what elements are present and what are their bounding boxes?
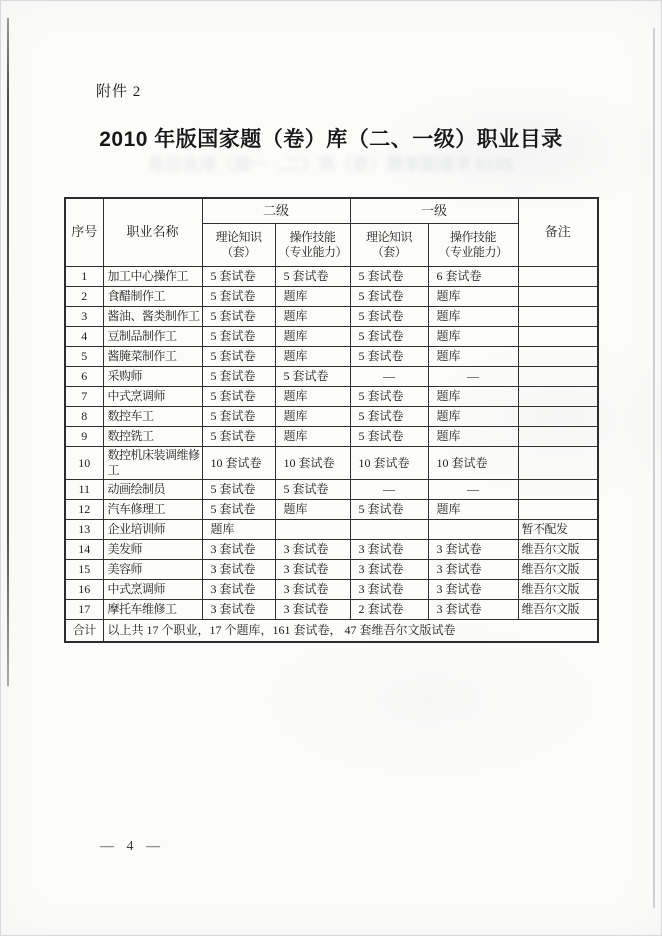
header-seq: 序号 <box>65 198 103 267</box>
cell-l2-theory: 5 套试卷 <box>202 387 275 407</box>
scan-edge-line <box>7 18 9 686</box>
table-row <box>65 327 598 347</box>
cell-l1-theory: 5 套试卷 <box>350 407 428 427</box>
cell-l1-skill: 题库 <box>428 347 518 367</box>
cell-remark <box>518 327 598 347</box>
table-row <box>65 407 598 427</box>
cell-l1-skill: 题库 <box>428 500 518 520</box>
cell-l2-theory: 3 套试卷 <box>202 560 275 580</box>
cell-remark <box>518 387 598 407</box>
cell-l1-theory <box>350 520 428 540</box>
cell-l1-theory: 5 套试卷 <box>350 500 428 520</box>
table-row <box>65 447 598 480</box>
header-remark: 备注 <box>518 198 598 267</box>
occupation-catalog-table <box>64 197 599 643</box>
header-l1-skill-line2: （专业能力） <box>438 245 508 259</box>
cell-l1-skill: 题库 <box>428 387 518 407</box>
cell-l1-theory: 5 套试卷 <box>350 287 428 307</box>
table-row <box>65 520 598 540</box>
page-edge-line <box>653 28 655 908</box>
cell-l2-theory: 3 套试卷 <box>202 540 275 560</box>
cell-seq: 15 <box>65 560 103 580</box>
cell-l1-skill: 6 套试卷 <box>428 267 518 287</box>
header-l2-theory <box>202 224 275 267</box>
cell-l2-skill: 题库 <box>275 327 350 347</box>
cell-l2-theory: 题库 <box>202 520 275 540</box>
cell-seq: 3 <box>65 307 103 327</box>
cell-l1-skill: 3 套试卷 <box>428 540 518 560</box>
cell-seq: 16 <box>65 580 103 600</box>
cell-l2-skill: 题库 <box>275 500 350 520</box>
attachment-label: 附件 2 <box>96 84 142 100</box>
cell-l1-theory: 5 套试卷 <box>350 427 428 447</box>
cell-l2-skill: 5 套试卷 <box>275 267 350 287</box>
cell-seq: 12 <box>65 500 103 520</box>
cell-l1-theory: — <box>350 367 428 387</box>
cell-l2-skill: 题库 <box>275 287 350 307</box>
cell-occupation: 汽车修理工 <box>103 500 202 520</box>
cell-l2-skill: 3 套试卷 <box>275 600 350 620</box>
header-l1-theory-line1: 理论知识 <box>366 230 413 244</box>
table-row <box>65 600 598 620</box>
cell-l1-skill: 3 套试卷 <box>428 580 518 600</box>
cell-remark: 维吾尔文版 <box>518 580 598 600</box>
cell-seq: 8 <box>65 407 103 427</box>
cell-l2-skill: 10 套试卷 <box>275 447 350 480</box>
cell-l2-theory: 5 套试卷 <box>202 267 275 287</box>
total-text: 以上共 17 个职业，17 个题库，161 套试卷， 47 套维吾尔文版试卷 <box>103 620 598 642</box>
cell-l1-theory: 5 套试卷 <box>350 307 428 327</box>
cell-l2-skill: 5 套试卷 <box>275 367 350 387</box>
header-level1-group: 一级 <box>350 198 518 224</box>
cell-l1-skill: 题库 <box>428 327 518 347</box>
cell-occupation: 美容师 <box>103 560 202 580</box>
cell-remark <box>518 407 598 427</box>
cell-l1-skill: 10 套试卷 <box>428 447 518 480</box>
cell-l2-theory: 5 套试卷 <box>202 327 275 347</box>
table-row <box>65 560 598 580</box>
cell-l2-theory: 5 套试卷 <box>202 480 275 500</box>
cell-remark: 维吾尔文版 <box>518 560 598 580</box>
table-header-group-row <box>65 198 598 224</box>
cell-occupation: 酱油、酱类制作工 <box>103 307 202 327</box>
total-label: 合计 <box>65 620 103 642</box>
cell-remark <box>518 287 598 307</box>
cell-seq: 9 <box>65 427 103 447</box>
cell-l2-theory: 3 套试卷 <box>202 600 275 620</box>
header-l2-skill-line1: 操作技能 <box>289 230 336 244</box>
cell-remark: 暂不配发 <box>518 520 598 540</box>
table-row <box>65 427 598 447</box>
header-l1-theory <box>350 224 428 267</box>
cell-l2-skill: 题库 <box>275 387 350 407</box>
cell-l2-theory: 5 套试卷 <box>202 367 275 387</box>
cell-remark <box>518 307 598 327</box>
header-l2-theory-line2: （套） <box>221 245 256 259</box>
header-l1-skill-line1: 操作技能 <box>450 230 497 244</box>
table-row <box>65 480 598 500</box>
cell-occupation: 中式烹调师 <box>103 580 202 600</box>
cell-seq: 17 <box>65 600 103 620</box>
cell-occupation: 加工中心操作工 <box>103 267 202 287</box>
cell-l2-theory: 5 套试卷 <box>202 500 275 520</box>
cell-seq: 13 <box>65 520 103 540</box>
cell-l2-skill <box>275 520 350 540</box>
cell-l2-skill: 3 套试卷 <box>275 540 350 560</box>
cell-occupation: 数控车工 <box>103 407 202 427</box>
cell-seq: 10 <box>65 447 103 480</box>
cell-occupation: 食醋制作工 <box>103 287 202 307</box>
cell-l2-theory: 5 套试卷 <box>202 347 275 367</box>
bleed-through-text: 2010 年版国家题（卷）库（二、一级）职业目录 <box>148 155 514 174</box>
cell-l2-skill: 题库 <box>275 407 350 427</box>
cell-l1-theory: 5 套试卷 <box>350 347 428 367</box>
table-total-row <box>65 620 598 642</box>
table-row <box>65 267 598 287</box>
cell-l1-skill <box>428 520 518 540</box>
cell-remark <box>518 447 598 480</box>
cell-occupation: 摩托车维修工 <box>103 600 202 620</box>
cell-occupation: 酱腌菜制作工 <box>103 347 202 367</box>
cell-l1-theory: 5 套试卷 <box>350 387 428 407</box>
cell-l1-theory: 3 套试卷 <box>350 580 428 600</box>
cell-l2-theory: 3 套试卷 <box>202 580 275 600</box>
cell-l2-skill: 3 套试卷 <box>275 580 350 600</box>
cell-l2-theory: 10 套试卷 <box>202 447 275 480</box>
cell-l1-skill: — <box>428 480 518 500</box>
cell-l2-theory: 5 套试卷 <box>202 407 275 427</box>
cell-occupation: 动画绘制员 <box>103 480 202 500</box>
cell-seq: 4 <box>65 327 103 347</box>
cell-seq: 14 <box>65 540 103 560</box>
header-l2-skill <box>275 224 350 267</box>
cell-seq: 2 <box>65 287 103 307</box>
cell-occupation: 采购师 <box>103 367 202 387</box>
table-row <box>65 387 598 407</box>
cell-l2-theory: 5 套试卷 <box>202 307 275 327</box>
header-l2-theory-line1: 理论知识 <box>215 230 262 244</box>
cell-seq: 1 <box>65 267 103 287</box>
cell-occupation: 数控铣工 <box>103 427 202 447</box>
cell-l2-skill: 题库 <box>275 347 350 367</box>
cell-seq: 11 <box>65 480 103 500</box>
cell-occupation: 数控机床装调维修工 <box>103 447 202 480</box>
cell-l1-theory: 2 套试卷 <box>350 600 428 620</box>
table-row <box>65 367 598 387</box>
cell-occupation: 企业培训师 <box>103 520 202 540</box>
cell-l1-skill: 3 套试卷 <box>428 560 518 580</box>
cell-l2-theory: 5 套试卷 <box>202 427 275 447</box>
table-row <box>65 307 598 327</box>
document-title: 2010 年版国家题（卷）库（二、一级）职业目录 <box>99 128 563 151</box>
cell-remark <box>518 347 598 367</box>
header-l1-skill <box>428 224 518 267</box>
table-row <box>65 347 598 367</box>
header-level2-group: 二级 <box>202 198 350 224</box>
header-l1-theory-line2: （套） <box>371 245 407 259</box>
cell-l2-skill: 题库 <box>275 427 350 447</box>
table-row <box>65 580 598 600</box>
cell-l2-skill: 题库 <box>275 307 350 327</box>
cell-remark <box>518 427 598 447</box>
cell-remark <box>518 480 598 500</box>
cell-l1-theory: 5 套试卷 <box>350 267 428 287</box>
header-occupation: 职业名称 <box>103 198 202 267</box>
table-row <box>65 540 598 560</box>
cell-seq: 7 <box>65 387 103 407</box>
cell-l1-skill: — <box>428 367 518 387</box>
cell-seq: 6 <box>65 367 103 387</box>
cell-l1-theory: 5 套试卷 <box>350 327 428 347</box>
cell-l2-theory: 5 套试卷 <box>202 287 275 307</box>
cell-l1-theory: 3 套试卷 <box>350 540 428 560</box>
header-l2-skill-line2: （专业能力） <box>278 245 348 259</box>
cell-l2-skill: 5 套试卷 <box>275 480 350 500</box>
cell-remark <box>518 267 598 287</box>
cell-occupation: 豆制品制作工 <box>103 327 202 347</box>
cell-occupation: 中式烹调师 <box>103 387 202 407</box>
table-row <box>65 500 598 520</box>
cell-l1-theory: 3 套试卷 <box>350 560 428 580</box>
cell-l1-skill: 3 套试卷 <box>428 600 518 620</box>
cell-l1-skill: 题库 <box>428 407 518 427</box>
cell-l1-skill: 题库 <box>428 427 518 447</box>
cell-remark: 维吾尔文版 <box>518 540 598 560</box>
cell-l1-skill: 题库 <box>428 307 518 327</box>
cell-seq: 5 <box>65 347 103 367</box>
page-number: — 4 — <box>100 839 160 854</box>
cell-occupation: 美发师 <box>103 540 202 560</box>
cell-l1-theory: 10 套试卷 <box>350 447 428 480</box>
table-row <box>65 287 598 307</box>
cell-l2-skill: 3 套试卷 <box>275 560 350 580</box>
cell-remark <box>518 500 598 520</box>
cell-remark: 维吾尔文版 <box>518 600 598 620</box>
cell-remark <box>518 367 598 387</box>
cell-l1-skill: 题库 <box>428 287 518 307</box>
cell-l1-theory: — <box>350 480 428 500</box>
